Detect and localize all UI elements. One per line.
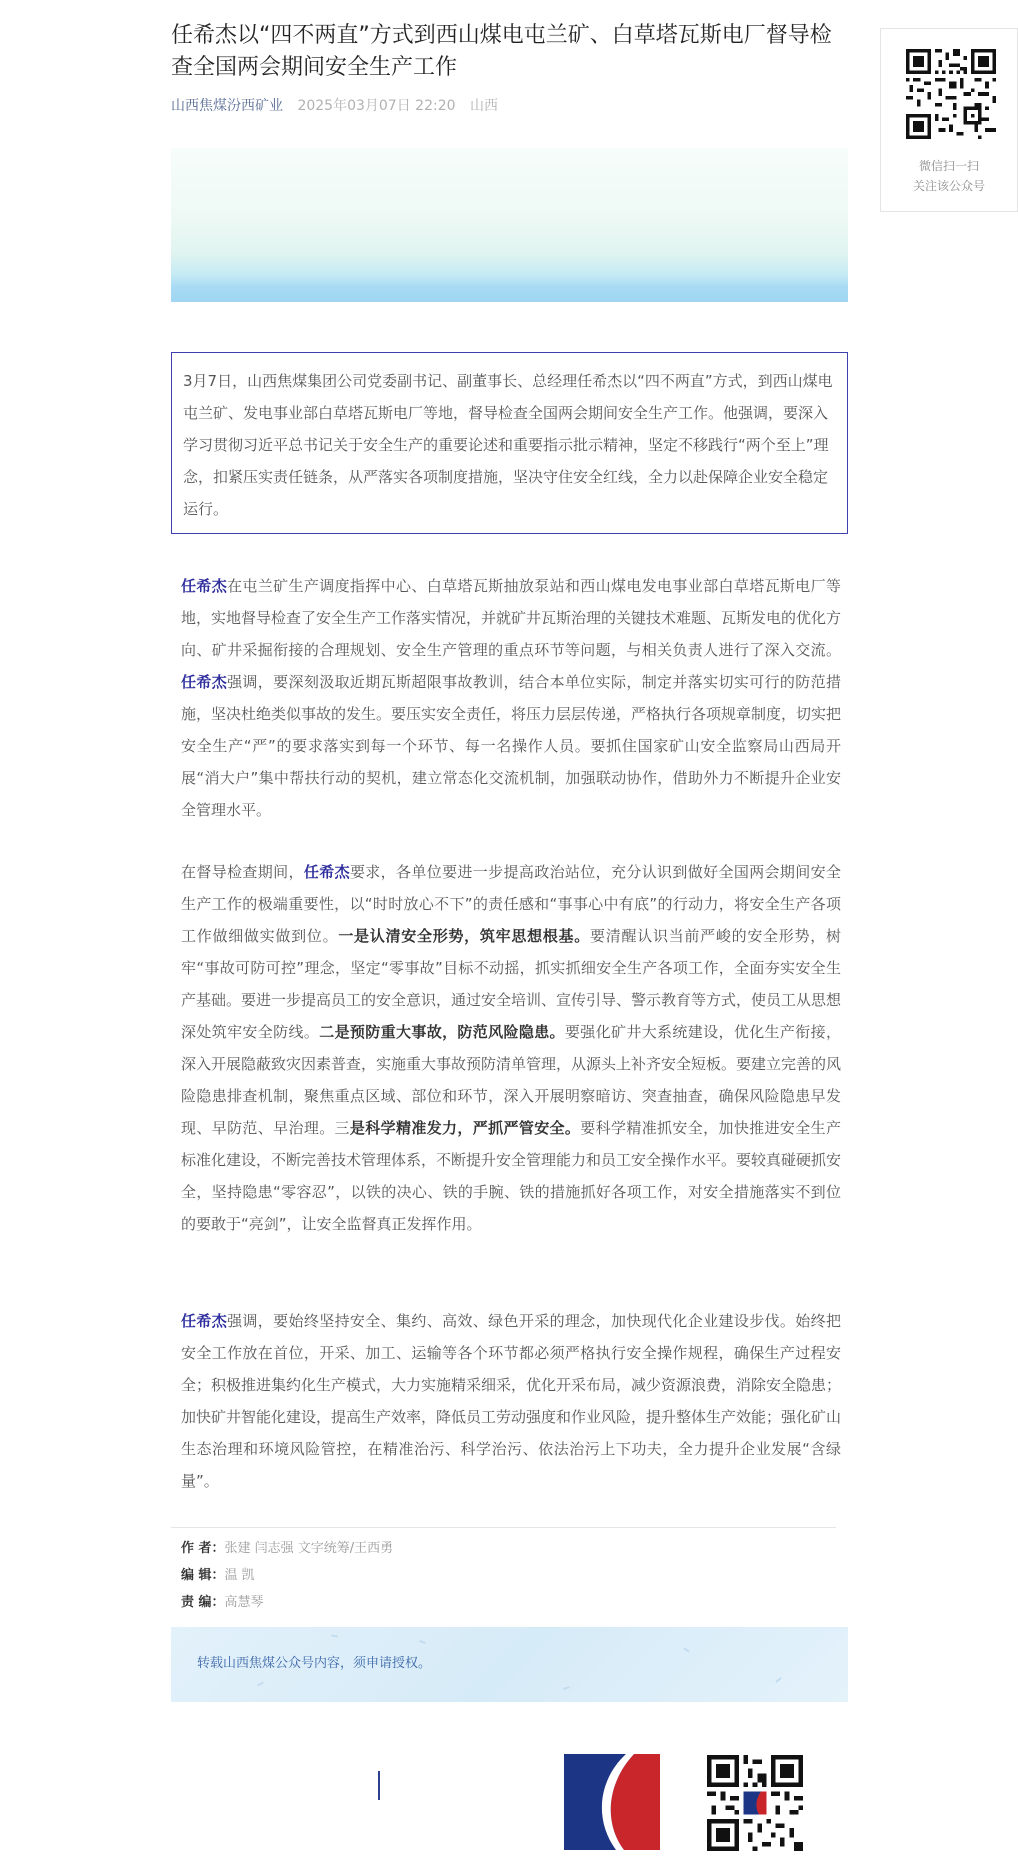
summary-box bbox=[171, 352, 848, 534]
article-meta bbox=[171, 96, 498, 116]
credit-value: 温 凯 bbox=[224, 1568, 255, 1583]
paragraph-text: 要求，各单位要进一步提高政治站位，充分认识到做好全国两会期间安全生产工作的极端重要性，以“时时放心不下”的责任感和“事事心中有底”的行动力，将安全生产各项工作做细做实做到位。 bbox=[181, 863, 841, 945]
article-title: 任希杰以“四不两直”方式到西山煤电屯兰矿、白草塔瓦斯电厂督导检查全国两会期间安全生产工作 bbox=[171, 23, 832, 80]
credit-chief-editor bbox=[181, 1593, 264, 1613]
credit-value: 张建 闫志强 文字统筹/王西勇 bbox=[224, 1541, 394, 1556]
credit-label: 作 者： bbox=[181, 1541, 225, 1556]
paragraph-text: 要清醒认识当前严峻的安全形势，树牢“事故可防可控”理念，坚定“零事故”目标不动摇，抓实抓细安全生产各项工作，全面夯实安全生产基础。要进一步提高员工的安全意识，通过安全培训、宣传引导、警示教育等方式，使员工从思想深处筑牢安全防线。 bbox=[181, 927, 842, 1041]
publish-location: 山西 bbox=[469, 98, 498, 114]
paragraph-text: 强调，要始终坚持安全、集约、高效、绿色开采的理念，加快现代化企业建设步伐。始终把安全工作放在首位，开采、加工、运输等各个环节都必须严格执行安全操作规程，确保生产过程安全；积极推进集约化生产模式，大力实施精采细采，优化开采布局，减少资源浪费，消除安全隐患；加快矿井智能化建设，提高生产效率，降低员工劳动强度和作业风险，提升整体生产效能；强化矿山生态治理和环境风险管控，在精准治污、科学治污、依法治污上下功夫，全力提升企业发展“含绿量”。 bbox=[181, 1312, 842, 1490]
summary-text: 3月7日，山西焦煤集团公司党委副书记、副董事长、总经理任希杰以“四不两直”方式，到西山煤电屯兰矿、发电事业部白草塔瓦斯电厂等地，督导检查全国两会期间安全生产工作。他强调，要深入学习贯彻习近平总书记关于安全生产的重要论述和重要指示批示精神，坚定不移践行“两个至上”理念，扣紧压实责任链条，从严落实各项制度措施，坚决守住安全红线，全力以赴保障企业安全稳定运行。 bbox=[183, 372, 833, 518]
credit-value: 高慧琴 bbox=[224, 1595, 264, 1610]
credit-author bbox=[181, 1539, 393, 1559]
credit-editor bbox=[181, 1566, 255, 1586]
footer-divider-bar bbox=[378, 1771, 380, 1800]
person-name: 任希杰 bbox=[181, 673, 228, 691]
qr-follow-panel bbox=[880, 28, 1018, 212]
header-banner-image bbox=[171, 148, 848, 302]
person-name: 任希杰 bbox=[303, 863, 350, 881]
paragraph-1 bbox=[181, 570, 841, 826]
qr-caption bbox=[881, 156, 1017, 196]
emphasis-text: 二是预防重大事故，防范风险隐患。 bbox=[319, 1023, 565, 1041]
qr-caption-line-2: 关注该公众号 bbox=[912, 179, 985, 193]
footer-qr-code bbox=[707, 1755, 803, 1851]
publish-date: 2025年03月07日 22:20 bbox=[297, 98, 456, 114]
emphasis-text: 是科学精准发力，严抓严管安全。 bbox=[349, 1119, 581, 1137]
qr-caption-line-1: 微信扫一扫 bbox=[918, 159, 979, 173]
paragraph-text: 要科学精准抓安全，加快推进安全生产标准化建设，不断完善技术管理体系，不断提升安全管理能力和员工安全操作水平。要较真碰硬抓安全，坚持隐患“零容忍”，以铁的决心、铁的手腕、铁的措施抓好各项工作，对安全措施落实不到位的要敢于“亮剑”，让安全监督真正发挥作用。 bbox=[181, 1119, 842, 1233]
person-name: 任希杰 bbox=[181, 577, 228, 595]
emphasis-text: 一是认清安全形势，筑牢思想根基。 bbox=[338, 927, 591, 945]
paragraph-text: 强调，要深刻汲取近期瓦斯超限事故教训，结合本单位实际，制定并落实切实可行的防范措施，坚决杜绝类似事故的发生。要压实安全责任，将压力层层传递，严格执行各项规章制度，切实把安全生产“严”的要求落实到每一个环节、每一名操作人员。要抓住国家矿山安全监察局山西局开展“消大户”集中帮扶行动的契机，建立常态化交流机制，加强联动协作，借助外力不断提升企业安全管理水平。 bbox=[181, 673, 842, 819]
reprint-notice-banner bbox=[171, 1627, 848, 1702]
credits-divider bbox=[171, 1527, 836, 1528]
credit-label: 责 编： bbox=[181, 1595, 225, 1610]
paragraph-2 bbox=[181, 856, 841, 1240]
paragraph-text: 在督导检查期间， bbox=[181, 863, 304, 881]
reprint-notice-text: 转载山西焦煤公众号内容，须申请授权。 bbox=[197, 1656, 432, 1671]
person-name: 任希杰 bbox=[181, 1312, 228, 1330]
credit-label: 编 辑： bbox=[181, 1568, 225, 1583]
qr-code[interactable] bbox=[906, 49, 996, 139]
account-name-link[interactable]: 山西焦煤汾西矿业 bbox=[171, 98, 283, 114]
shanxi-coking-coal-logo bbox=[564, 1754, 660, 1850]
paragraph-3 bbox=[181, 1305, 841, 1497]
paragraph-text: 要强化矿井大系统建设，优化生产衔接，深入开展隐蔽致灾因素普查，实施重大事故预防清单管理，从源头上补齐安全短板。要建立完善的风险隐患排查机制，聚焦重点区域、部位和环节，深入开展明察暗访、突查抽查，确保风险隐患早发现、早防范、早治理。三 bbox=[181, 1023, 842, 1137]
paragraph-text: 在屯兰矿生产调度指挥中心、白草塔瓦斯抽放泵站和西山煤电发电事业部白草塔瓦斯电厂等地，实地督导检查了安全生产工作落实情况，并就矿井瓦斯治理的关键技术难题、瓦斯发电的优化方向、矿井采掘衔接的合理规划、安全生产管理的重点环节等问题，与相关负责人进行了深入交流。 bbox=[181, 577, 842, 659]
